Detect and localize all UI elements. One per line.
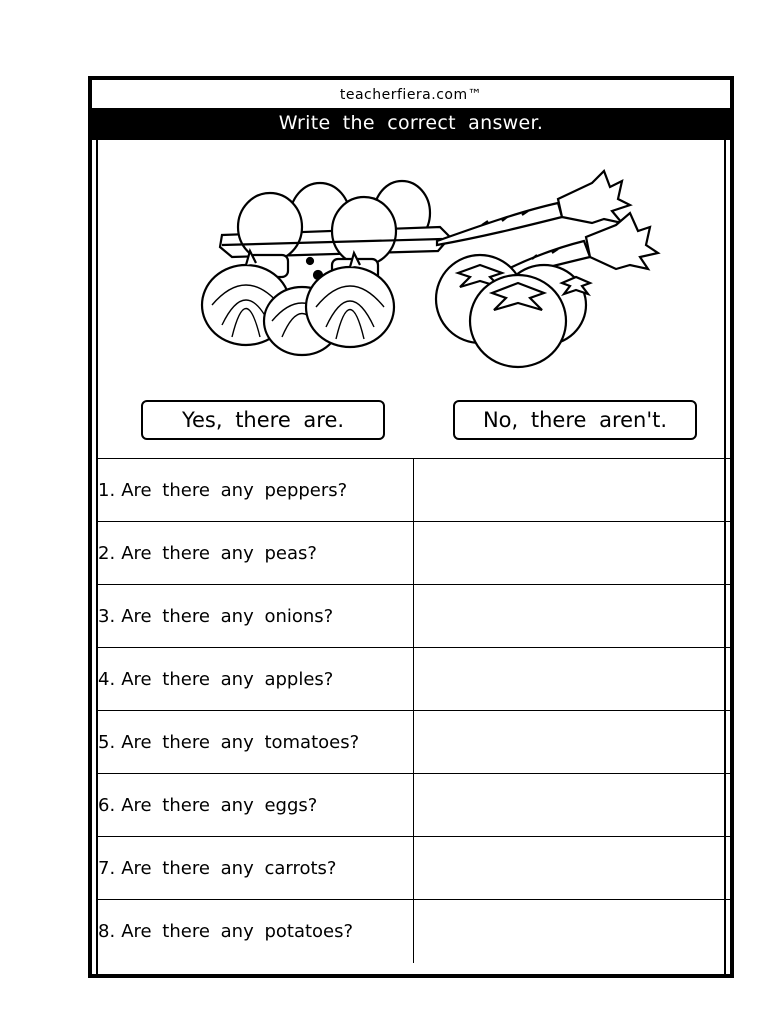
table-row xyxy=(96,711,732,774)
answer-cell[interactable] xyxy=(413,774,732,837)
question-text: Are there any tomatoes? xyxy=(121,731,360,753)
table-row xyxy=(96,774,732,837)
question-cell xyxy=(96,774,413,837)
tomato-icon xyxy=(436,255,590,367)
answer-cell[interactable] xyxy=(413,459,732,522)
answer-option-yes: Yes, there are. xyxy=(141,400,385,440)
table-row xyxy=(96,459,732,522)
question-cell xyxy=(96,711,413,774)
question-text: Are there any potatoes? xyxy=(121,920,354,942)
question-number: 7. xyxy=(98,857,116,879)
question-text: Are there any eggs? xyxy=(121,794,318,816)
question-number: 2. xyxy=(98,542,116,564)
question-number: 3. xyxy=(98,605,116,627)
answer-option-no: No, there aren't. xyxy=(453,400,697,440)
instruction-banner: Write the correct answer. xyxy=(92,108,730,140)
table-row xyxy=(96,648,732,711)
question-text: Are there any peas? xyxy=(121,542,317,564)
question-text: Are there any apples? xyxy=(121,668,334,690)
question-text: Are there any carrots? xyxy=(121,857,337,879)
answer-cell[interactable] xyxy=(413,648,732,711)
questions-table xyxy=(96,458,732,963)
question-cell xyxy=(96,837,413,900)
worksheet xyxy=(88,76,734,978)
answer-cell[interactable] xyxy=(413,711,732,774)
question-number: 1. xyxy=(98,479,116,501)
question-number: 5. xyxy=(98,731,116,753)
site-name: teacherfiera.com™ xyxy=(339,87,483,103)
question-cell xyxy=(96,648,413,711)
table-row xyxy=(96,837,732,900)
question-cell xyxy=(96,585,413,648)
question-cell xyxy=(96,522,413,585)
question-number: 6. xyxy=(98,794,116,816)
question-number: 8. xyxy=(98,920,116,942)
question-cell xyxy=(96,900,413,963)
question-cell xyxy=(96,459,413,522)
table-row xyxy=(96,900,732,963)
answer-cell[interactable] xyxy=(413,900,732,963)
question-text: Are there any onions? xyxy=(121,605,334,627)
answer-cell[interactable] xyxy=(413,585,732,648)
question-text: Are there any peppers? xyxy=(121,479,348,501)
vegetables-illustration xyxy=(192,165,672,375)
table-row xyxy=(96,522,732,585)
question-number: 4. xyxy=(98,668,116,690)
table-row xyxy=(96,585,732,648)
answer-cell[interactable] xyxy=(413,837,732,900)
answer-cell[interactable] xyxy=(413,522,732,585)
